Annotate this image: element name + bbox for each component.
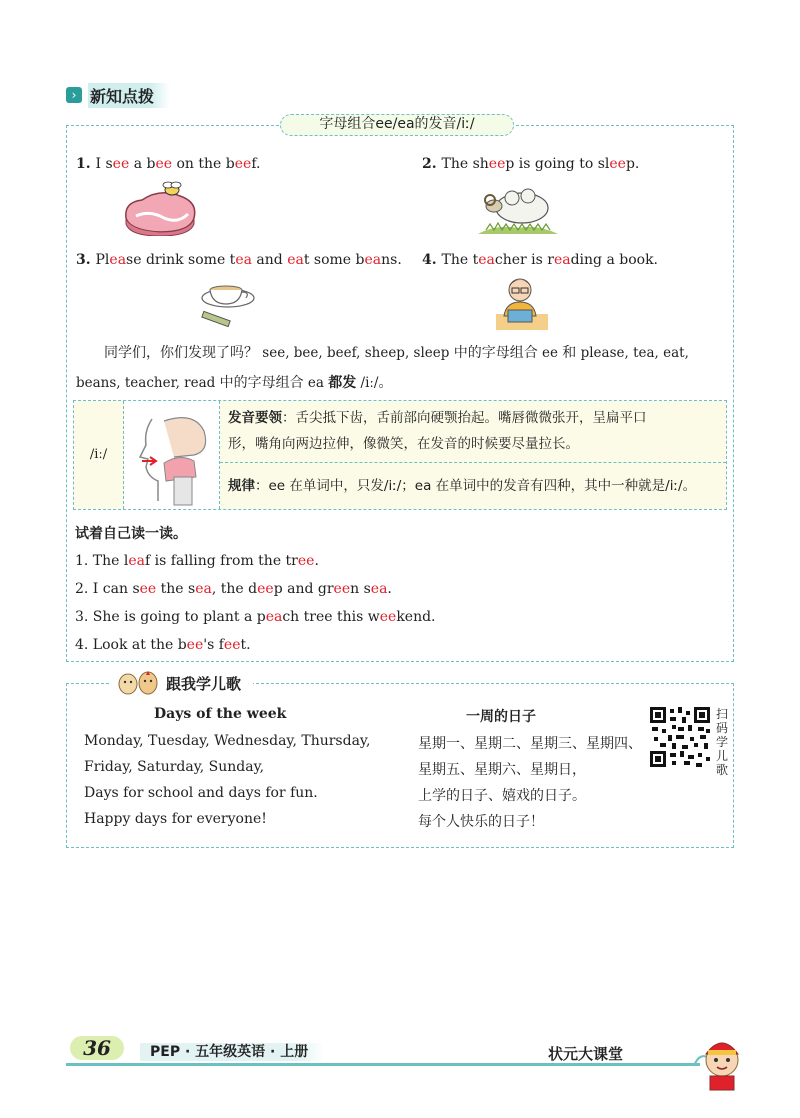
highlighted-letters: ea	[478, 252, 495, 268]
discovery-period: 。	[378, 375, 393, 391]
discovery-paragraph	[76, 338, 730, 398]
song-english-line: Friday, Saturday, Sunday,	[84, 759, 265, 775]
sentence-text: s	[105, 156, 113, 172]
song-heading: 跟我学儿歌	[166, 674, 242, 693]
highlighted-letters: ea	[265, 609, 283, 625]
highlighted-letters: ee	[112, 156, 130, 172]
try-sentence-1	[75, 553, 319, 569]
beef-with-bee-illustration	[120, 180, 202, 236]
try-sentence-3	[75, 609, 436, 625]
potato-characters-icon	[116, 671, 160, 695]
sentence-number: 2.	[422, 156, 442, 172]
try-sentence-4	[75, 637, 251, 653]
highlighted-letters: ee	[333, 581, 351, 597]
sentence-text: Pl	[95, 252, 110, 268]
topic-pill: 字母组合ee/ea的发音/iː/	[280, 114, 514, 136]
highlighted-letters: ee	[139, 581, 157, 597]
pronunciation-tip	[220, 401, 726, 463]
sheep-illustration	[476, 178, 560, 240]
sentence-text: kend.	[396, 609, 436, 625]
discovery-text: 和	[562, 345, 577, 361]
sentence-number: 1.	[76, 156, 96, 172]
highlighted-letters: ea	[553, 252, 571, 268]
sentence-text: t some b	[303, 252, 365, 268]
sentence-text: and	[251, 252, 288, 268]
highlighted-letters: ee	[223, 637, 241, 653]
discovery-words-ee: see, bee, beef, sheep, sleep	[262, 345, 450, 361]
sentence-text: ch tree this w	[282, 609, 380, 625]
try-sentence-2	[75, 581, 392, 597]
discovery-text: 中的字母组合	[453, 345, 538, 361]
rule-text: ：ee 在单词中，只发/iː/；ea 在单词中的发音有四种，其中一种就是/iː/。	[255, 478, 697, 494]
song-chinese-line: 每个人快乐的日子！	[418, 814, 544, 830]
song-english-line: Monday, Tuesday, Wednesday, Thursday,	[84, 733, 371, 749]
sentence-text: ding a book.	[570, 252, 659, 268]
discovery-pattern-ee: ee	[542, 345, 558, 361]
song-chinese-title: 一周的日子	[466, 709, 536, 725]
sentence-text: 2. I can s	[75, 581, 140, 597]
mascot-icon	[690, 1030, 750, 1092]
example-sentence-3	[76, 252, 402, 268]
sentence-text: , the d	[211, 581, 258, 597]
qr-code-icon[interactable]	[648, 705, 712, 769]
discovery-pattern-ea: ea	[307, 375, 324, 391]
tip-text-2: 形，嘴角向两边拉伸，像微笑，在发音的时候要尽量拉长。	[228, 436, 579, 452]
discovery-words-ea-2: beans, teacher, read	[76, 375, 216, 391]
highlighted-letters: ea	[195, 581, 212, 597]
highlighted-letters: ee	[155, 156, 173, 172]
tip-label: 发音要领	[228, 410, 282, 426]
highlighted-letters: ee	[488, 156, 506, 172]
phonetic-symbol: /iː/	[74, 401, 124, 509]
sentence-text: f is falling from the tr	[145, 553, 298, 569]
sentence-text: cher is r	[494, 252, 554, 268]
sentence-text: ns.	[381, 252, 402, 268]
discovery-text: 中的字母组合	[219, 375, 304, 391]
sentence-text: 's f	[203, 637, 224, 653]
sentence-text: The sh	[441, 156, 489, 172]
pronunciation-table	[73, 400, 727, 510]
sentence-text: n s	[350, 581, 371, 597]
sentence-text: the s	[156, 581, 196, 597]
sentence-text: p is going to sl	[505, 156, 610, 172]
highlighted-letters: ea	[128, 553, 146, 569]
book-title: PEP · 五年级英语 · 上册	[140, 1043, 324, 1061]
try-reading-title: 试着自己读一读。	[75, 526, 187, 542]
discovery-text: 同学们，你们发现了吗？	[104, 345, 258, 361]
discovery-symbol: /iː/	[360, 375, 379, 391]
highlighted-letters: ea	[109, 252, 127, 268]
highlighted-letters: ea	[364, 252, 382, 268]
sentence-text: f.	[251, 156, 261, 172]
teacher-reading-illustration	[494, 272, 550, 332]
discovery-words-ea: please, tea, eat,	[580, 345, 689, 361]
sentence-text: The t	[441, 252, 479, 268]
discovery-text: 都发	[328, 375, 357, 391]
chevron-right-icon: ›	[66, 87, 82, 103]
song-chinese-line: 上学的日子、嬉戏的日子。	[418, 788, 586, 804]
brand-name: 状元大课堂	[548, 1045, 624, 1063]
sentence-text: p.	[625, 156, 640, 172]
sentence-text: on the b	[172, 156, 235, 172]
song-header	[110, 669, 253, 697]
song-chinese-line: 星期一、星期二、星期三、星期四、	[418, 736, 642, 752]
example-sentence-4	[422, 252, 658, 268]
rule-label: 规律	[228, 478, 255, 494]
highlighted-letters: ee	[297, 553, 315, 569]
sentence-text: p and gr	[273, 581, 334, 597]
tea-cup-illustration	[196, 274, 262, 332]
highlighted-letters: ee	[234, 156, 252, 172]
mouth-diagram	[124, 401, 220, 509]
tip-text-1: ：舌尖抵下齿，舌前部向硬颚抬起。嘴唇微微张开，呈扁平口	[282, 410, 647, 426]
pronunciation-rule	[220, 463, 726, 509]
song-english-line: Happy days for everyone!	[84, 811, 267, 827]
sentence-text: 1. The l	[75, 553, 129, 569]
example-sentence-1	[76, 156, 260, 172]
highlighted-letters: ee	[609, 156, 626, 172]
song-english-title: Days of the week	[154, 706, 287, 722]
highlighted-letters: ee	[257, 581, 274, 597]
example-sentence-2	[422, 156, 639, 172]
section-title: 新知点拨	[88, 83, 170, 108]
highlighted-letters: ee	[186, 637, 204, 653]
sentence-number: 3.	[76, 252, 96, 268]
sentence-text: .	[387, 581, 392, 597]
sentence-text: 3. She is going to plant a p	[75, 609, 266, 625]
mouth-position-icon	[124, 401, 220, 509]
sentence-text: t.	[240, 637, 251, 653]
sentence-text: .	[314, 553, 319, 569]
sentence-text: se drink some t	[126, 252, 236, 268]
song-english-line: Days for school and days for fun.	[84, 785, 318, 801]
section-header	[66, 84, 170, 106]
page-number: 36	[70, 1036, 124, 1060]
song-chinese-line: 星期五、星期六、星期日，	[418, 762, 586, 778]
sentence-text: I	[95, 156, 106, 172]
sentence-text: 4. Look at the b	[75, 637, 187, 653]
highlighted-letters: ea	[235, 252, 252, 268]
highlighted-letters: ea	[287, 252, 304, 268]
qr-caption: 扫码学儿歌	[716, 707, 729, 777]
highlighted-letters: ee	[379, 609, 397, 625]
sentence-text: a b	[129, 156, 156, 172]
sentence-number: 4.	[422, 252, 442, 268]
highlighted-letters: ea	[370, 581, 388, 597]
